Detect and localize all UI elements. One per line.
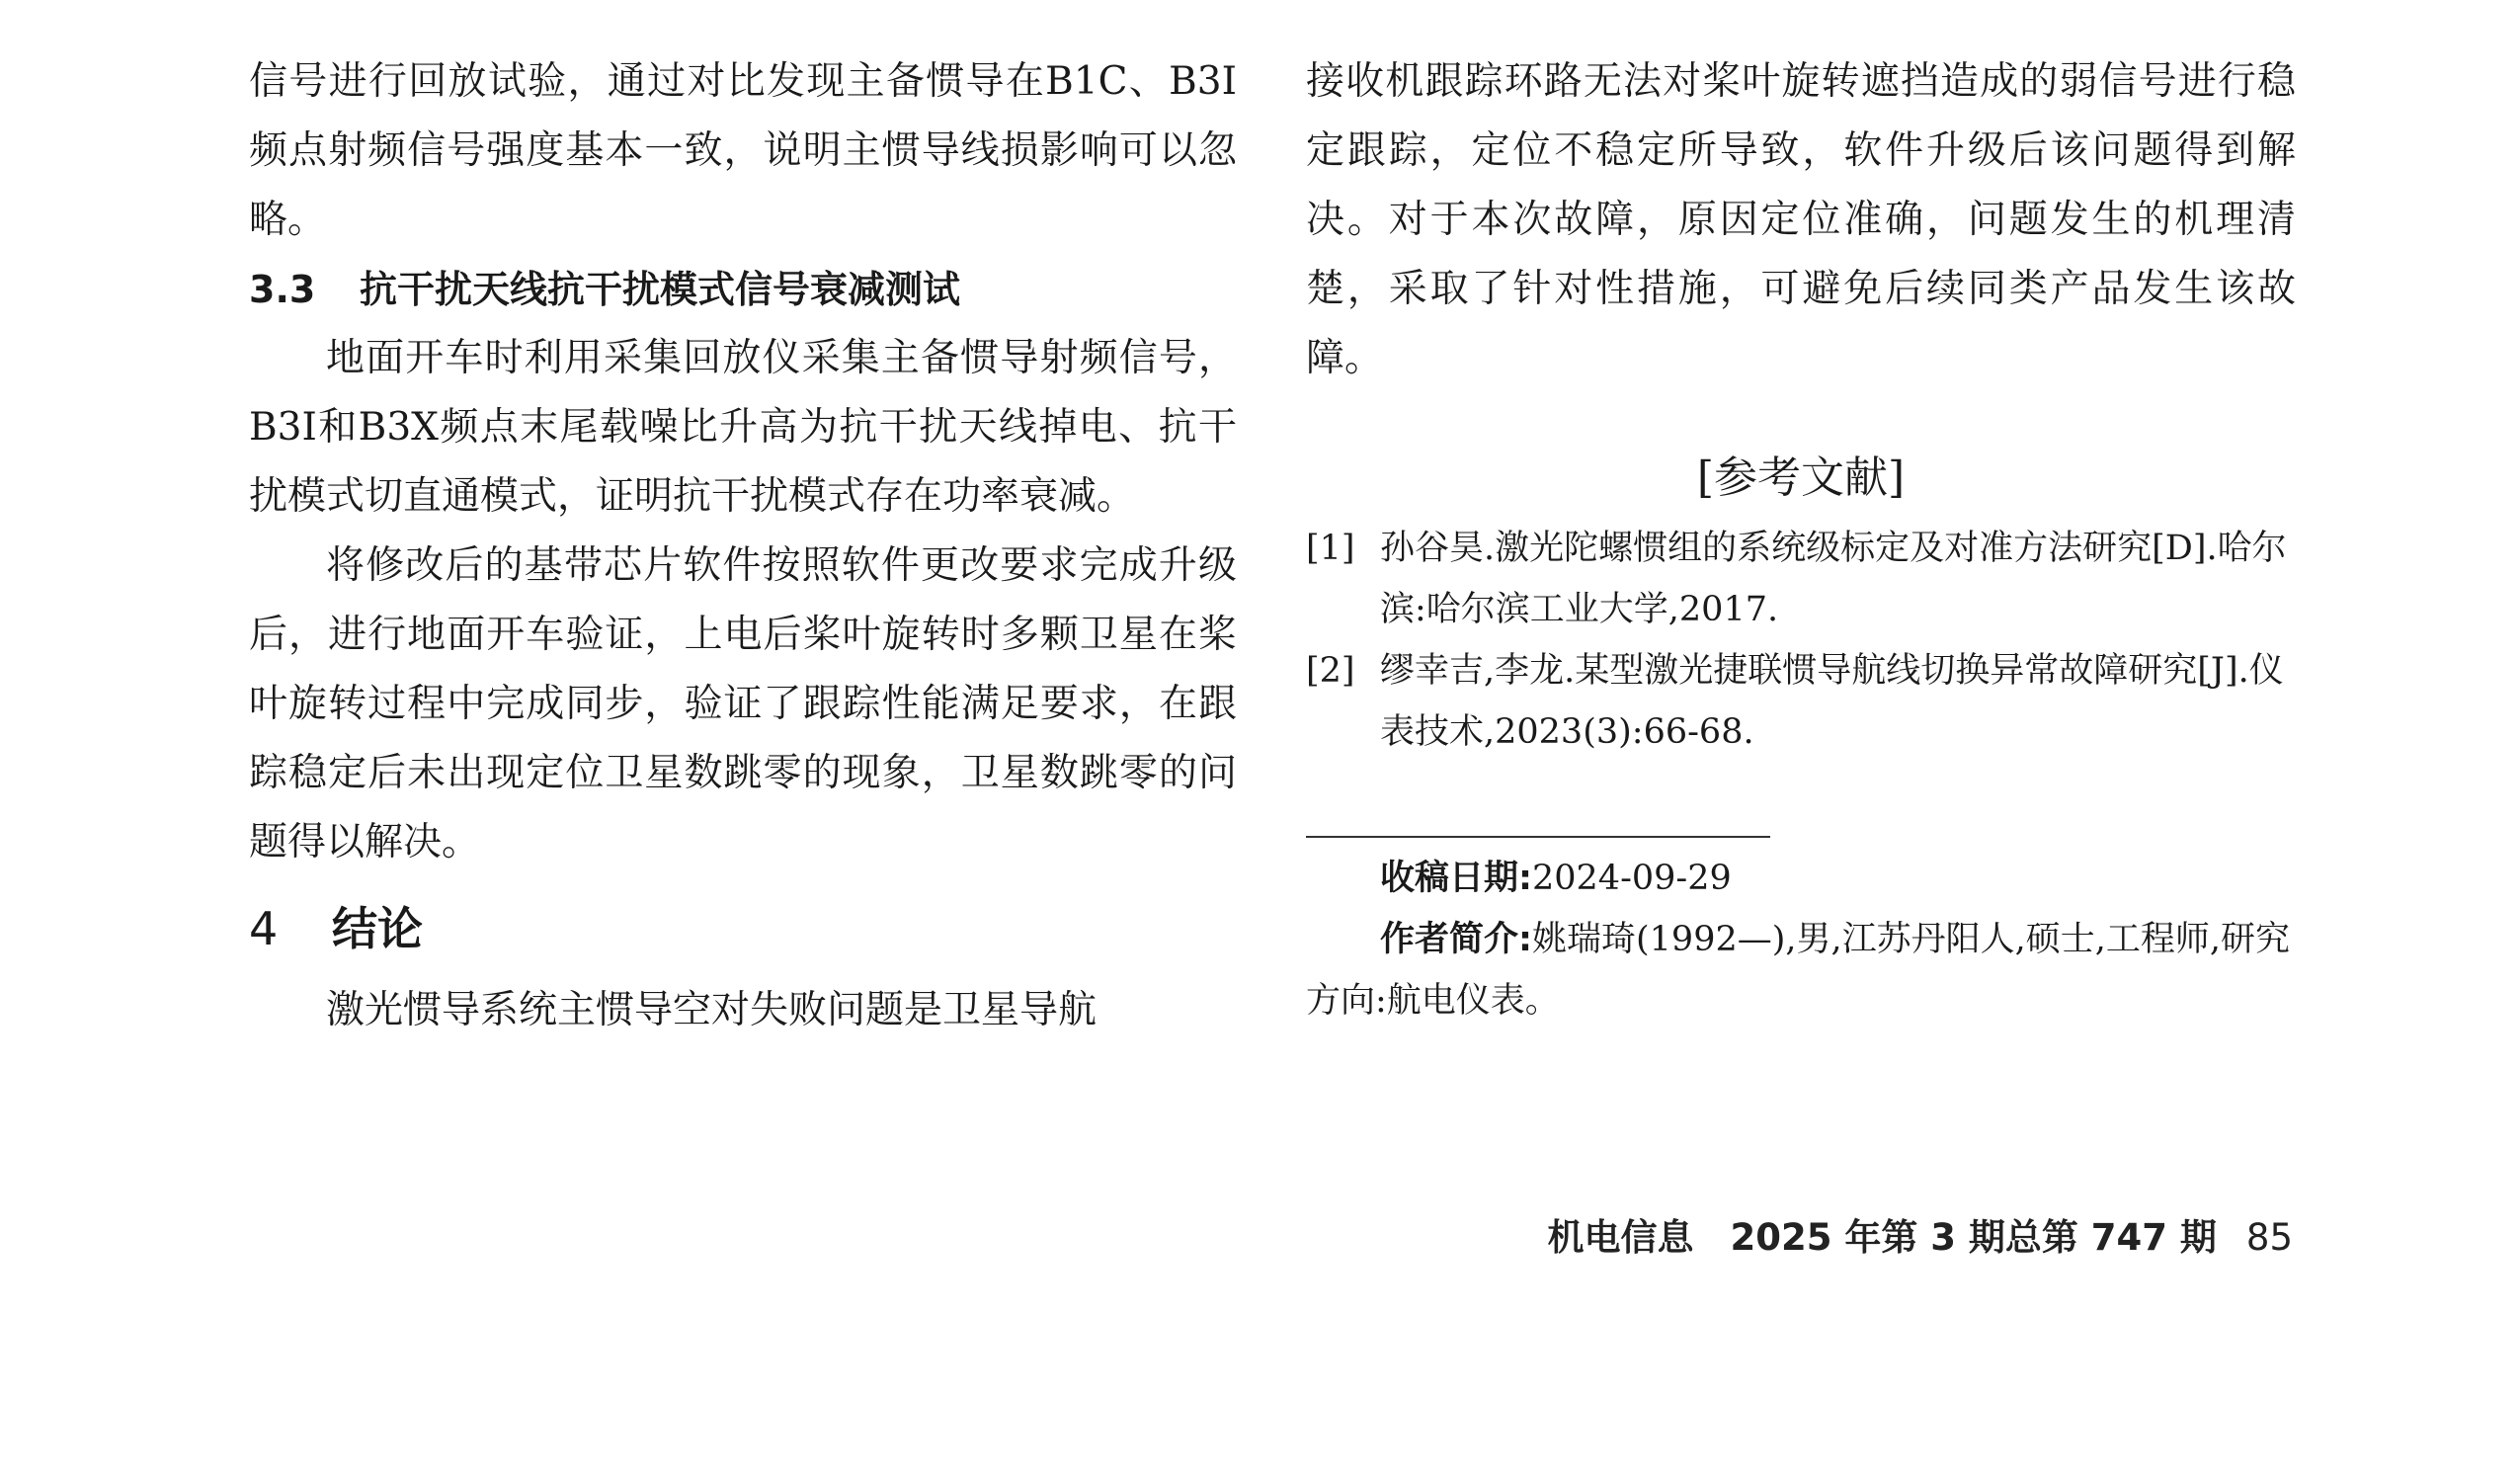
body-paragraph: 地面开车时利用采集回放仪采集主备惯导射频信号，B3I和B3X频点末尾载噪比升高为抗干扰天线掉电、抗干扰模式切直通模式，证明抗干扰模式存在功率衰减。 xyxy=(249,336,1237,519)
body-paragraph-continued: 信号进行回放试验，通过对比发现主备惯导在B1C、B3I频点射频信号强度基本一致，说明主惯导线损影响可以忽略。 xyxy=(249,59,1237,242)
section-number: 3.3 xyxy=(249,268,316,311)
body-paragraph: 将修改后的基带芯片软件按照软件更改要求完成升级后，进行地面开车验证，上电后桨叶旋转时多颗卫星在桨叶旋转过程中完成同步，验证了跟踪性能满足要求，在跟踪稳定后未出现定位卫星数跳零的现象，卫星数跳零的问题得以解决。 xyxy=(249,543,1237,864)
reference-number: [2] xyxy=(1306,651,1355,691)
reference-text: 孙谷昊.激光陀螺惯组的系统级标定及对准方法研究[D].哈尔滨:哈尔滨工业大学,2017. xyxy=(1380,529,2287,629)
footnote-author-bio xyxy=(1306,909,2296,1031)
reference-item xyxy=(1306,518,2296,640)
section-heading-4 xyxy=(249,899,1237,958)
page-footer xyxy=(1548,1213,2293,1263)
section-title: 抗干扰天线抗干扰模式信号衰减测试 xyxy=(360,268,961,311)
references-title: [参考文献] xyxy=(1696,452,1906,503)
footnote-divider xyxy=(1306,836,1770,838)
reference-text: 缪幸吉,李龙.某型激光捷联惯导航线切换异常故障研究[J].仪表技术,2023(3):66-68. xyxy=(1380,651,2284,752)
reference-number: [1] xyxy=(1306,529,1355,568)
page-number: 85 xyxy=(2245,1216,2293,1259)
body-paragraph: 激光惯导系统主惯导空对失败问题是卫星导航 xyxy=(326,988,1097,1032)
journal-issue: 机电信息 2025 年第 3 期总第 747 期 xyxy=(1547,1216,2217,1259)
section-title: 结论 xyxy=(332,902,423,955)
received-label: 收稿日期: xyxy=(1380,859,1532,898)
section-heading-3-3 xyxy=(249,255,1237,324)
author-label: 作者简介: xyxy=(1380,920,1532,959)
reference-item xyxy=(1306,640,2296,763)
section-number: 4 xyxy=(249,902,279,955)
footnote-received-date xyxy=(1306,848,2296,909)
right-column xyxy=(1306,47,2296,1031)
received-value: 2024-09-29 xyxy=(1532,859,1732,898)
body-paragraph-continued: 接收机跟踪环路无法对桨叶旋转遮挡造成的弱信号进行稳定跟踪，定位不稳定所导致，软件升级后该问题得到解决。对于本次故障，原因定位准确，问题发生的机理清楚，采取了针对性措施，可避免后续同类产品发生该故障。 xyxy=(1306,59,2296,380)
left-column xyxy=(249,47,1237,1045)
author-value: 姚瑞琦(1992—),男,江苏丹阳人,硕士,工程师,研究方向:航电仪表。 xyxy=(1306,920,2291,1021)
